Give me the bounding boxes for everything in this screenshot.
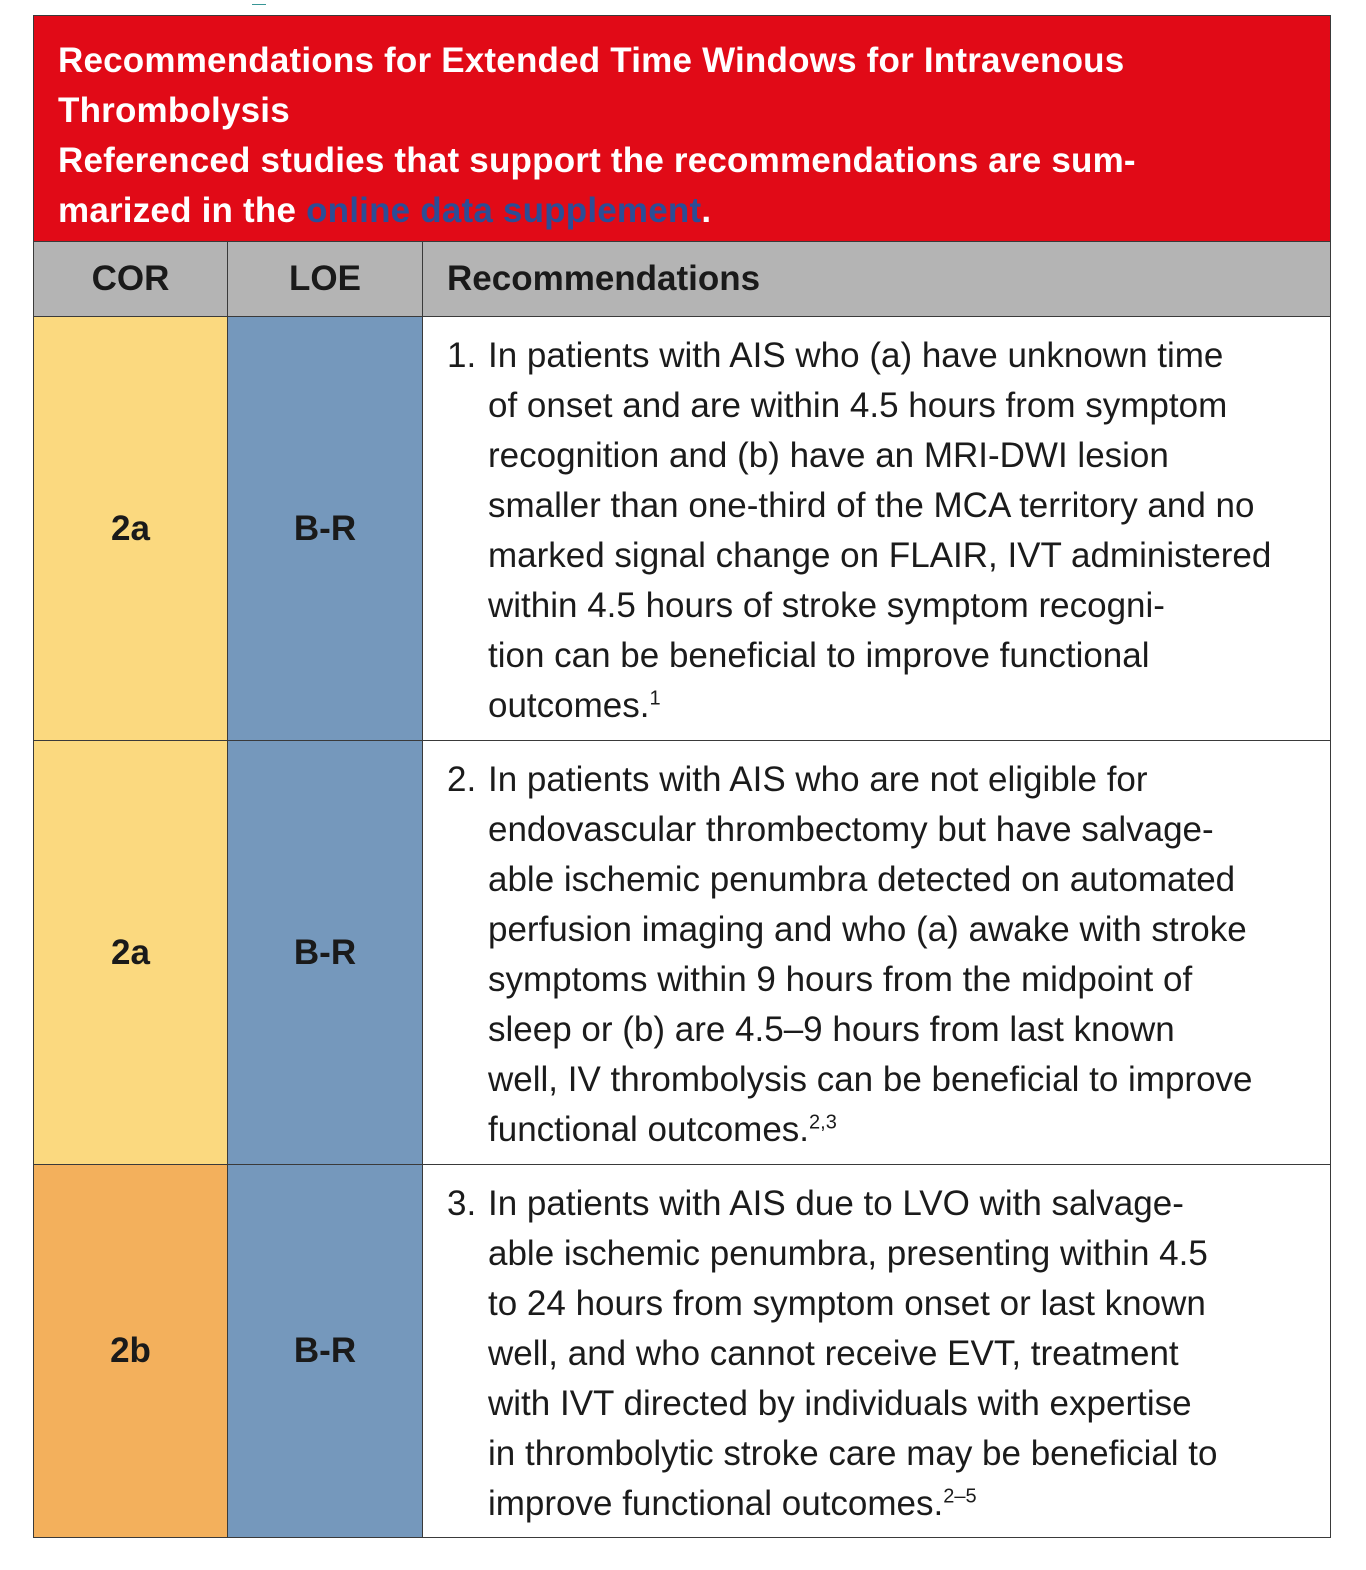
recommendation-line: marked signal change on FLAIR, IVT administered: [488, 536, 1272, 575]
recommendation-line: recognition and (b) have an MRI-DWI lesion: [488, 436, 1169, 475]
loe-cell: B-R: [228, 1165, 423, 1537]
header-recommendations: Recommendations: [447, 259, 761, 298]
banner-subtitle-line-2: [58, 186, 1306, 236]
header-loe: LOE: [228, 242, 423, 316]
online-data-supplement-link[interactable]: online data supplement: [306, 191, 702, 230]
header-cor: COR: [34, 242, 228, 316]
reference-superscript: 2,3: [809, 1111, 837, 1134]
reference-superscript: 1: [649, 687, 661, 710]
recommendation-line: well, and who cannot receive EVT, treatment: [488, 1334, 1179, 1373]
recommendation-number: 2.: [447, 760, 477, 799]
recommendation-number: 1.: [447, 336, 477, 375]
banner-subtitle-prefix: marized in the: [58, 191, 307, 230]
page-header-fragment: —: [252, 0, 266, 11]
banner-title-line-1: Recommendations for Extended Time Windows for Intravenous: [58, 41, 1125, 80]
recommendations-table: [33, 15, 1331, 1538]
table-row: [34, 741, 1330, 1165]
recommendation-line: well, IV thrombolysis can be beneficial to improve: [488, 1060, 1253, 1099]
reference-superscript: 2–5: [943, 1485, 977, 1508]
recommendation-cell: [423, 1165, 1330, 1537]
recommendation-cell: [423, 317, 1330, 740]
cor-cell: 2b: [34, 1165, 228, 1537]
recommendation-line: of onset and are within 4.5 hours from symptom: [488, 386, 1228, 425]
recommendation-line: perfusion imaging and who (a) awake with stroke: [488, 910, 1247, 949]
recommendation-line: tion can be beneficial to improve functional: [488, 636, 1150, 675]
recommendation-line: able ischemic penumbra, presenting within 4.5: [488, 1234, 1208, 1273]
recommendation-line: in thrombolytic stroke care may be beneficial to: [488, 1434, 1218, 1473]
cor-cell: 2a: [34, 317, 228, 740]
recommendation-line: within 4.5 hours of stroke symptom recogni-: [488, 586, 1165, 625]
banner-title-line-2: Thrombolysis: [58, 91, 290, 130]
recommendation-line: outcomes.$^1$: [488, 686, 661, 725]
table-row: [34, 317, 1330, 741]
banner-subtitle-line-1: Referenced studies that support the recommendations are sum-: [58, 141, 1136, 180]
recommendation-line: improve functional outcomes.$^{2-5}$: [488, 1484, 977, 1523]
recommendation-line: sleep or (b) are 4.5–9 hours from last known: [488, 1010, 1175, 1049]
table-banner: [34, 16, 1330, 242]
recommendation-line: 3. In patients with AIS due to LVO with salvage-: [447, 1179, 1320, 1229]
recommendation-line: 1. In patients with AIS who (a) have unknown time: [447, 331, 1320, 381]
recommendation-line: with IVT directed by individuals with expertise: [488, 1384, 1192, 1423]
recommendation-line: functional outcomes.$^{2,3}$: [488, 1110, 837, 1149]
recommendation-line: smaller than one-third of the MCA territory and no: [488, 486, 1255, 525]
recommendation-line: to 24 hours from symptom onset or last known: [488, 1284, 1206, 1323]
recommendation-cell: [423, 741, 1330, 1164]
recommendation-number: 3.: [447, 1184, 477, 1223]
recommendation-line: able ischemic penumbra detected on automated: [488, 860, 1236, 899]
banner-subtitle-suffix: .: [701, 191, 712, 230]
recommendation-line: endovascular thrombectomy but have salvage-: [488, 810, 1214, 849]
column-header-row: [34, 242, 1330, 317]
recommendation-line: symptoms within 9 hours from the midpoint of: [488, 960, 1193, 999]
loe-cell: B-R: [228, 741, 423, 1164]
table-row: [34, 1165, 1330, 1537]
loe-cell: B-R: [228, 317, 423, 740]
cor-cell: 2a: [34, 741, 228, 1164]
recommendation-line: 2. In patients with AIS who are not eligible for: [447, 755, 1320, 805]
